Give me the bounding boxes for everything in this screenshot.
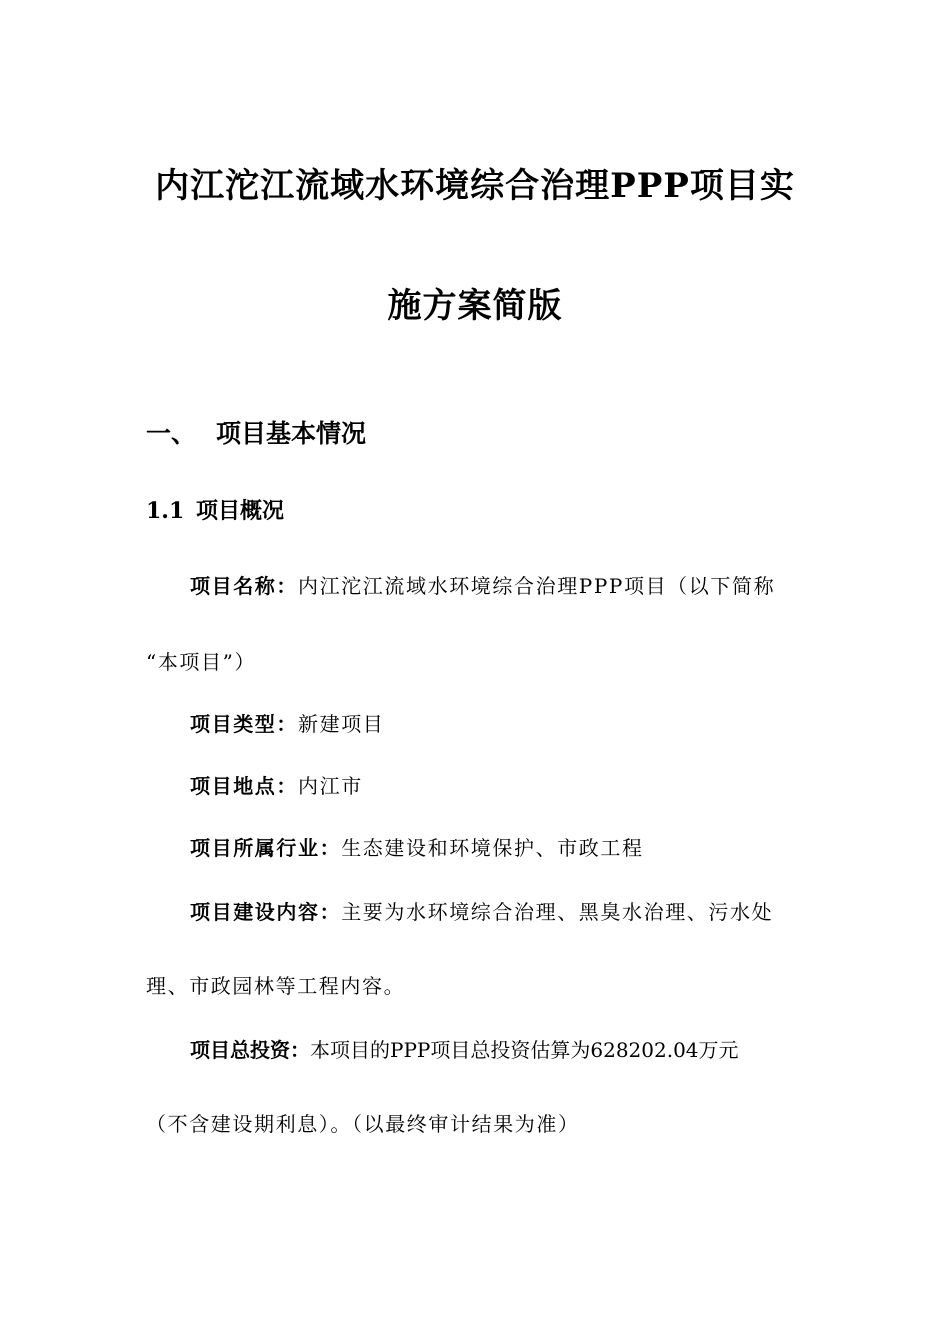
project-investment-continuation: （不含建设期利息）。（以最终审计结果为准） [146, 1112, 580, 1136]
subsection-heading [146, 494, 284, 525]
project-content-line [146, 902, 850, 922]
project-content-label: 项目建设内容： [190, 900, 342, 924]
project-industry-line [146, 838, 850, 858]
section-heading [146, 414, 366, 450]
section-title: 项目基本情况 [216, 419, 367, 448]
project-industry-value: 生态建设和环境保护、市政工程 [341, 836, 644, 860]
project-type-value: 新建项目 [298, 712, 385, 736]
project-content-continuation: 理、市政园林等工程内容。 [146, 974, 406, 998]
project-name-continuation: “本项目”） [146, 650, 257, 674]
document-title-line-2: 施方案简版 [387, 286, 563, 326]
project-name-line [146, 576, 850, 596]
subsection-number: 1.1 [146, 498, 185, 524]
project-type-line [146, 714, 850, 734]
project-investment-value: 本项目的PPP项目总投资估算为628202.04万元 [310, 1038, 739, 1062]
project-location-value: 内江市 [298, 774, 363, 798]
project-industry-label: 项目所属行业： [190, 836, 342, 860]
subsection-title: 项目概况 [196, 498, 285, 524]
section-number: 一、 [146, 419, 197, 448]
project-name-value: 内江沱江流域水环境综合治理PPP项目（以下简称 [298, 574, 776, 598]
project-investment-label: 项目总投资： [190, 1038, 310, 1062]
document-title-line-1: 内江沱江流域水环境综合治理PPP项目实 [155, 166, 795, 206]
project-location-line [146, 776, 850, 796]
project-investment-line [146, 1040, 850, 1060]
project-location-label: 项目地点： [190, 774, 298, 798]
project-name-label: 项目名称： [190, 574, 298, 598]
project-content-value: 主要为水环境综合治理、黑臭水治理、污水处 [341, 900, 774, 924]
project-type-label: 项目类型： [190, 712, 298, 736]
